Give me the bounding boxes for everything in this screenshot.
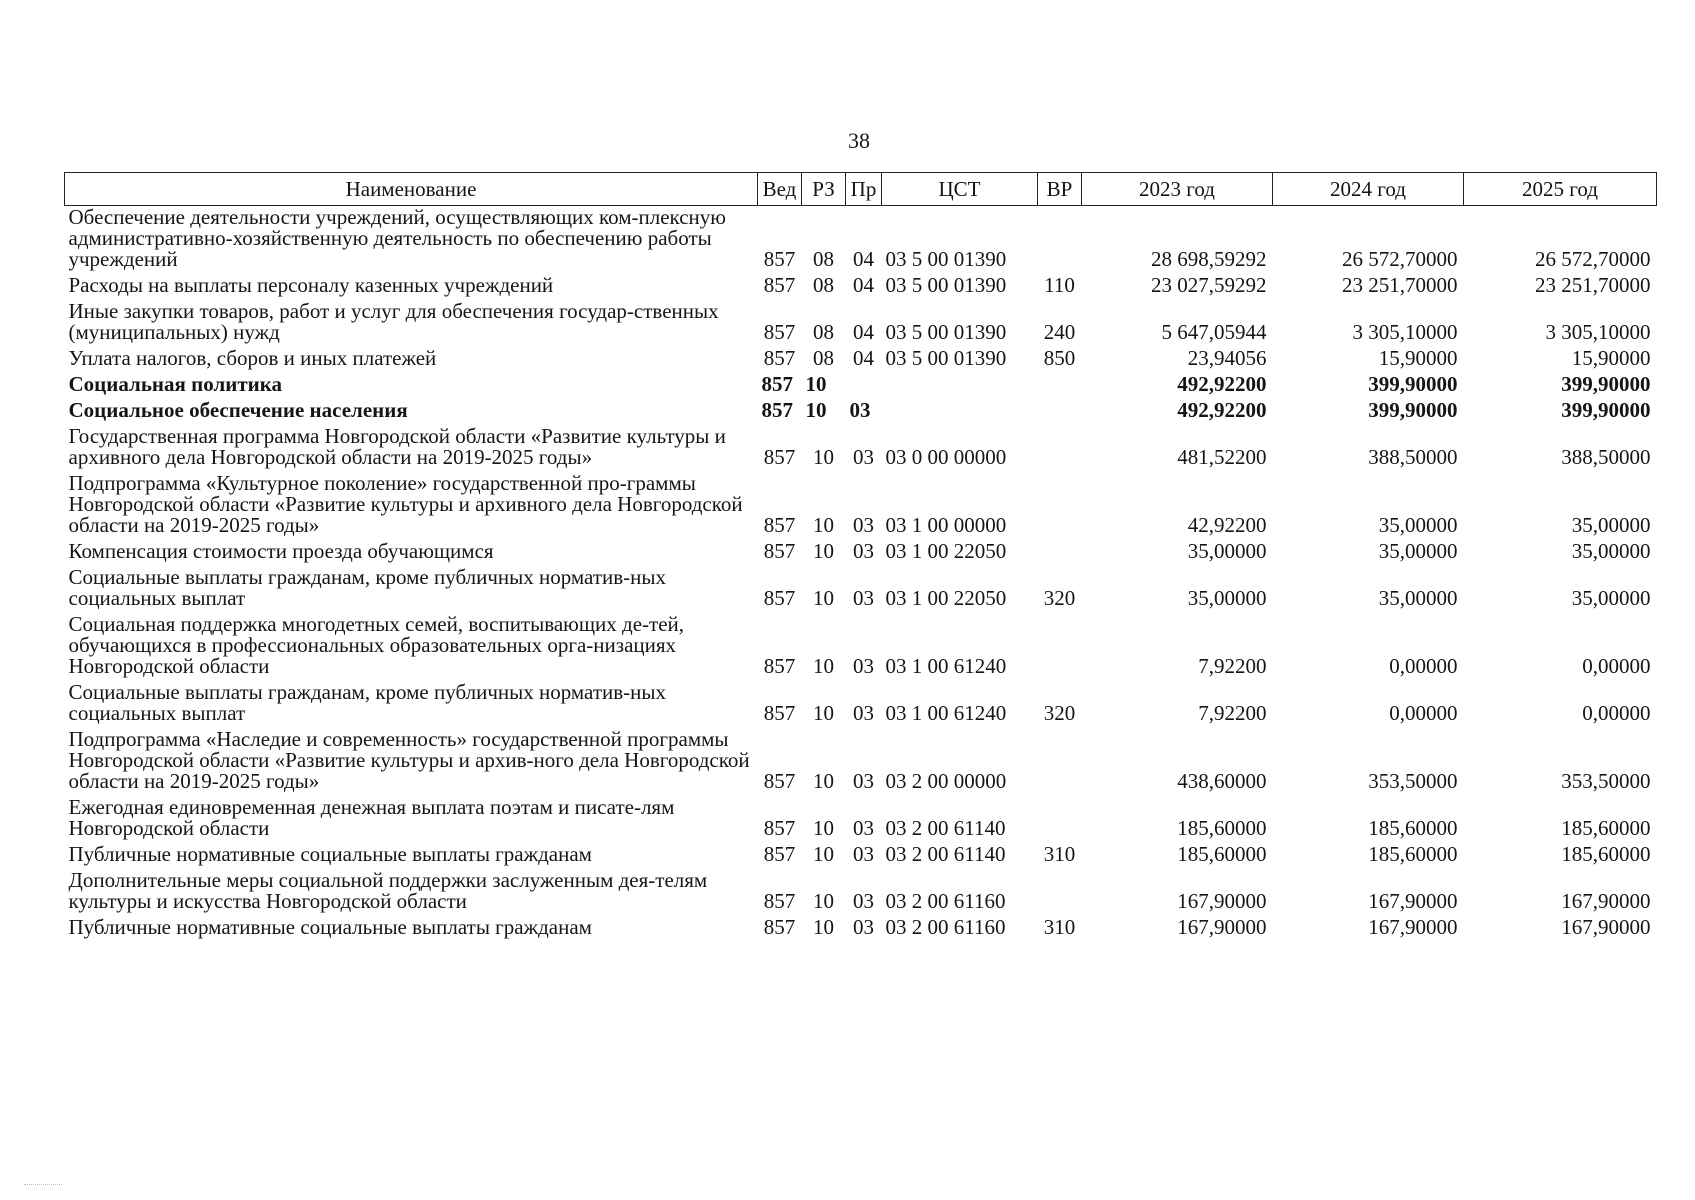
cell-vr: 310: [1043, 915, 1076, 939]
table-row: [65, 300, 1657, 347]
cell-2025: 35,00000: [1571, 513, 1651, 537]
cell-pr: 04: [853, 346, 874, 370]
cell-2024: 399,90000: [1368, 398, 1458, 422]
cell-cst: 03 0 00 00000: [885, 445, 1007, 469]
cell-cst: 03 1 00 61240: [885, 654, 1007, 678]
cell-vr: [1038, 869, 1082, 916]
cell-2025: 388,50000: [1561, 445, 1651, 469]
cell-2024: 167,90000: [1368, 889, 1458, 913]
cell-ved: 857: [763, 769, 796, 793]
cell-2023: 23 027,59292: [1151, 273, 1267, 297]
cell-ved: 857: [763, 701, 796, 725]
cell-cst: [882, 373, 1038, 399]
cell-ved: 857: [763, 273, 796, 297]
cell-name: Обеспечение деятельности учреждений, осуществляющих ком-плексную административно-хозяйственную деятельность по обеспечению работы учреждений: [68, 205, 726, 271]
cell-vr: 320: [1043, 586, 1076, 610]
cell-2023: 438,60000: [1177, 769, 1267, 793]
cell-2024: 35,00000: [1378, 586, 1458, 610]
table-row: [65, 916, 1657, 942]
cell-pr: 03: [853, 915, 874, 939]
cell-ved: 857: [763, 539, 796, 563]
cell-name: Социальные выплаты гражданам, кроме публичных норматив-ных социальных выплат: [68, 680, 666, 725]
cell-name: Расходы на выплаты персоналу казенных учреждений: [68, 273, 554, 297]
cell-cst: 03 2 00 61160: [885, 889, 1006, 913]
cell-2025: 23 251,70000: [1535, 273, 1651, 297]
cell-name: Подпрограмма «Культурное поколение» государственной про-граммы Новгородской области «Развитие культуры и архивного дела Новгородской области на 2019-2025 годы»: [68, 471, 743, 537]
cell-2023: 7,92200: [1198, 701, 1267, 725]
cell-rz: 10: [813, 889, 834, 913]
table-header-row: [65, 173, 1657, 206]
cell-vr: [1038, 796, 1082, 843]
cell-rz: 10: [805, 372, 827, 396]
cell-2024: 185,60000: [1368, 816, 1458, 840]
table-row: [65, 472, 1657, 540]
header-pr: Пр: [846, 173, 882, 206]
cell-pr: 03: [853, 586, 874, 610]
cell-cst: 03 5 00 01390: [885, 346, 1007, 370]
header-rz: РЗ: [802, 173, 846, 206]
cell-vr: 850: [1043, 346, 1076, 370]
cell-2024: 167,90000: [1368, 915, 1458, 939]
cell-name: Социальные выплаты гражданам, кроме публичных норматив-ных социальных выплат: [68, 565, 666, 610]
cell-name: Уплата налогов, сборов и иных платежей: [68, 346, 437, 370]
cell-vr: [1038, 373, 1082, 399]
cell-rz: 10: [813, 816, 834, 840]
cell-pr: 03: [853, 816, 874, 840]
cell-cst: 03 5 00 01390: [885, 273, 1007, 297]
cell-2025: 26 572,70000: [1535, 247, 1651, 271]
cell-pr: 03: [853, 513, 874, 537]
cell-2024: 35,00000: [1378, 539, 1458, 563]
header-name: Наименование: [65, 173, 758, 206]
cell-vr: [1038, 613, 1082, 681]
cell-2024: 15,90000: [1378, 346, 1458, 370]
table-row: [65, 206, 1657, 275]
cell-name: Государственная программа Новгородской области «Развитие культуры и архивного дела Новгородской области на 2019-2025 годы»: [68, 424, 726, 469]
cell-rz: 10: [813, 445, 834, 469]
header-2024: 2024 год: [1273, 173, 1464, 206]
cell-rz: 10: [813, 915, 834, 939]
cell-cst: 03 2 00 61140: [885, 842, 1006, 866]
cell-2024: 185,60000: [1368, 842, 1458, 866]
cell-2024: 388,50000: [1368, 445, 1458, 469]
cell-pr: 03: [853, 842, 874, 866]
cell-pr: 03: [849, 398, 871, 422]
cell-2024: 26 572,70000: [1342, 247, 1458, 271]
cell-name: Публичные нормативные социальные выплаты гражданам: [68, 842, 592, 866]
cell-2023: 185,60000: [1177, 842, 1267, 866]
cell-ved: 857: [763, 247, 796, 271]
cell-ved: 857: [763, 816, 796, 840]
cell-2023: 167,90000: [1177, 889, 1267, 913]
cell-2025: 3 305,10000: [1545, 320, 1651, 344]
cell-2025: 185,60000: [1561, 842, 1651, 866]
scan-artifact: [24, 1184, 62, 1186]
cell-2025: 0,00000: [1582, 701, 1651, 725]
cell-2025: 167,90000: [1561, 915, 1651, 939]
cell-ved: 857: [763, 654, 796, 678]
table-row: [65, 796, 1657, 843]
cell-name: Компенсация стоимости проезда обучающимся: [68, 539, 494, 563]
table-row: [65, 540, 1657, 566]
cell-rz: 10: [813, 654, 834, 678]
cell-pr: 04: [853, 273, 874, 297]
cell-ved: 857: [763, 915, 796, 939]
cell-2025: 399,90000: [1561, 398, 1651, 422]
cell-pr: [846, 373, 882, 399]
cell-vr: [1038, 425, 1082, 472]
cell-cst: 03 1 00 22050: [885, 539, 1007, 563]
cell-cst: 03 1 00 22050: [885, 586, 1007, 610]
cell-vr: 310: [1043, 842, 1076, 866]
cell-ved: 857: [763, 445, 796, 469]
budget-table: [64, 172, 1657, 942]
cell-2023: 7,92200: [1198, 654, 1267, 678]
cell-pr: 04: [853, 247, 874, 271]
cell-vr: [1038, 540, 1082, 566]
cell-2023: 35,00000: [1187, 539, 1267, 563]
header-2025: 2025 год: [1464, 173, 1657, 206]
cell-2025: 15,90000: [1571, 346, 1651, 370]
cell-2024: 0,00000: [1389, 654, 1458, 678]
cell-cst: 03 2 00 00000: [885, 769, 1007, 793]
cell-pr: 03: [853, 654, 874, 678]
cell-2023: 185,60000: [1177, 816, 1267, 840]
cell-rz: 10: [813, 513, 834, 537]
cell-rz: 10: [813, 539, 834, 563]
cell-rz: 08: [813, 346, 834, 370]
cell-rz: 10: [813, 842, 834, 866]
cell-name: Дополнительные меры социальной поддержки заслуженным дея-телям культуры и искусства Новгородской области: [68, 868, 708, 913]
table-row: [65, 274, 1657, 300]
cell-2025: 353,50000: [1561, 769, 1651, 793]
cell-2023: 492,92200: [1177, 372, 1267, 396]
table-row: [65, 347, 1657, 373]
cell-ved: 857: [761, 398, 793, 422]
cell-pr: 03: [853, 701, 874, 725]
cell-2025: 167,90000: [1561, 889, 1651, 913]
cell-rz: 08: [813, 247, 834, 271]
cell-cst: [882, 399, 1038, 425]
cell-2023: 23,94056: [1187, 346, 1267, 370]
cell-vr: [1038, 399, 1082, 425]
cell-vr: 240: [1043, 320, 1076, 344]
header-ved: Вед: [758, 173, 802, 206]
cell-2023: 5 647,05944: [1161, 320, 1267, 344]
cell-2024: 23 251,70000: [1342, 273, 1458, 297]
cell-2023: 35,00000: [1187, 586, 1267, 610]
cell-2024: 399,90000: [1368, 372, 1458, 396]
table-row: [65, 728, 1657, 796]
cell-2023: 167,90000: [1177, 915, 1267, 939]
cell-cst: 03 2 00 61160: [885, 915, 1006, 939]
cell-2025: 185,60000: [1561, 816, 1651, 840]
cell-rz: 10: [813, 701, 834, 725]
table-row: [65, 425, 1657, 472]
table-row: [65, 613, 1657, 681]
header-cst: ЦСТ: [882, 173, 1038, 206]
cell-pr: 03: [853, 889, 874, 913]
table-row: [65, 681, 1657, 728]
table-row: [65, 399, 1657, 425]
cell-cst: 03 5 00 01390: [885, 247, 1007, 271]
cell-ved: 857: [761, 372, 793, 396]
cell-name: Социальное обеспечение населения: [68, 398, 408, 422]
cell-2023: 481,52200: [1177, 445, 1267, 469]
table-row: [65, 373, 1657, 399]
cell-pr: 03: [853, 445, 874, 469]
cell-cst: 03 1 00 61240: [885, 701, 1007, 725]
cell-rz: 10: [813, 586, 834, 610]
cell-ved: 857: [763, 889, 796, 913]
cell-rz: 08: [813, 320, 834, 344]
cell-vr: [1038, 472, 1082, 540]
cell-name: Ежегодная единовременная денежная выплата поэтам и писате-лям Новгородской области: [68, 795, 675, 840]
cell-pr: 03: [853, 539, 874, 563]
cell-2025: 35,00000: [1571, 539, 1651, 563]
cell-rz: 08: [813, 273, 834, 297]
cell-pr: 04: [853, 320, 874, 344]
budget-table-container: [64, 172, 1656, 942]
cell-2025: 35,00000: [1571, 586, 1651, 610]
cell-ved: 857: [763, 346, 796, 370]
table-row: [65, 869, 1657, 916]
header-2023: 2023 год: [1082, 173, 1273, 206]
cell-name: Подпрограмма «Наследие и современность» государственной программы Новгородской области «Развитие культуры и архив-ного дела Новгородской области на 2019-2025 годы»: [68, 727, 750, 793]
cell-2025: 0,00000: [1582, 654, 1651, 678]
cell-name: Иные закупки товаров, работ и услуг для обеспечения государ-ственных (муниципальных) нужд: [68, 299, 719, 344]
cell-rz: 10: [805, 398, 827, 422]
cell-2024: 35,00000: [1378, 513, 1458, 537]
cell-ved: 857: [763, 513, 796, 537]
cell-rz: 10: [813, 769, 834, 793]
cell-pr: 03: [853, 769, 874, 793]
cell-cst: 03 2 00 61140: [885, 816, 1006, 840]
cell-2023: 42,92200: [1187, 513, 1267, 537]
table-row: [65, 843, 1657, 869]
cell-name: Социальная поддержка многодетных семей, воспитывающих де-тей, обучающихся в профессиональных образовательных орга-низациях Новгородской области: [68, 612, 685, 678]
cell-cst: 03 5 00 01390: [885, 320, 1007, 344]
cell-2023: 492,92200: [1177, 398, 1267, 422]
cell-2023: 28 698,59292: [1151, 247, 1267, 271]
cell-ved: 857: [763, 842, 796, 866]
cell-cst: 03 1 00 00000: [885, 513, 1007, 537]
cell-vr: 110: [1044, 273, 1075, 297]
cell-name: Публичные нормативные социальные выплаты гражданам: [68, 915, 592, 939]
cell-2024: 353,50000: [1368, 769, 1458, 793]
cell-vr: 320: [1043, 701, 1076, 725]
cell-name: Социальная политика: [68, 372, 283, 396]
cell-ved: 857: [763, 586, 796, 610]
cell-2024: 0,00000: [1389, 701, 1458, 725]
header-vr: ВР: [1038, 173, 1082, 206]
table-row: [65, 566, 1657, 613]
cell-2025: 399,90000: [1561, 372, 1651, 396]
cell-2024: 3 305,10000: [1352, 320, 1458, 344]
cell-vr: [1038, 728, 1082, 796]
cell-ved: 857: [763, 320, 796, 344]
cell-vr: [1038, 206, 1082, 275]
page-number: 38: [848, 128, 870, 153]
table-body: [65, 206, 1657, 943]
